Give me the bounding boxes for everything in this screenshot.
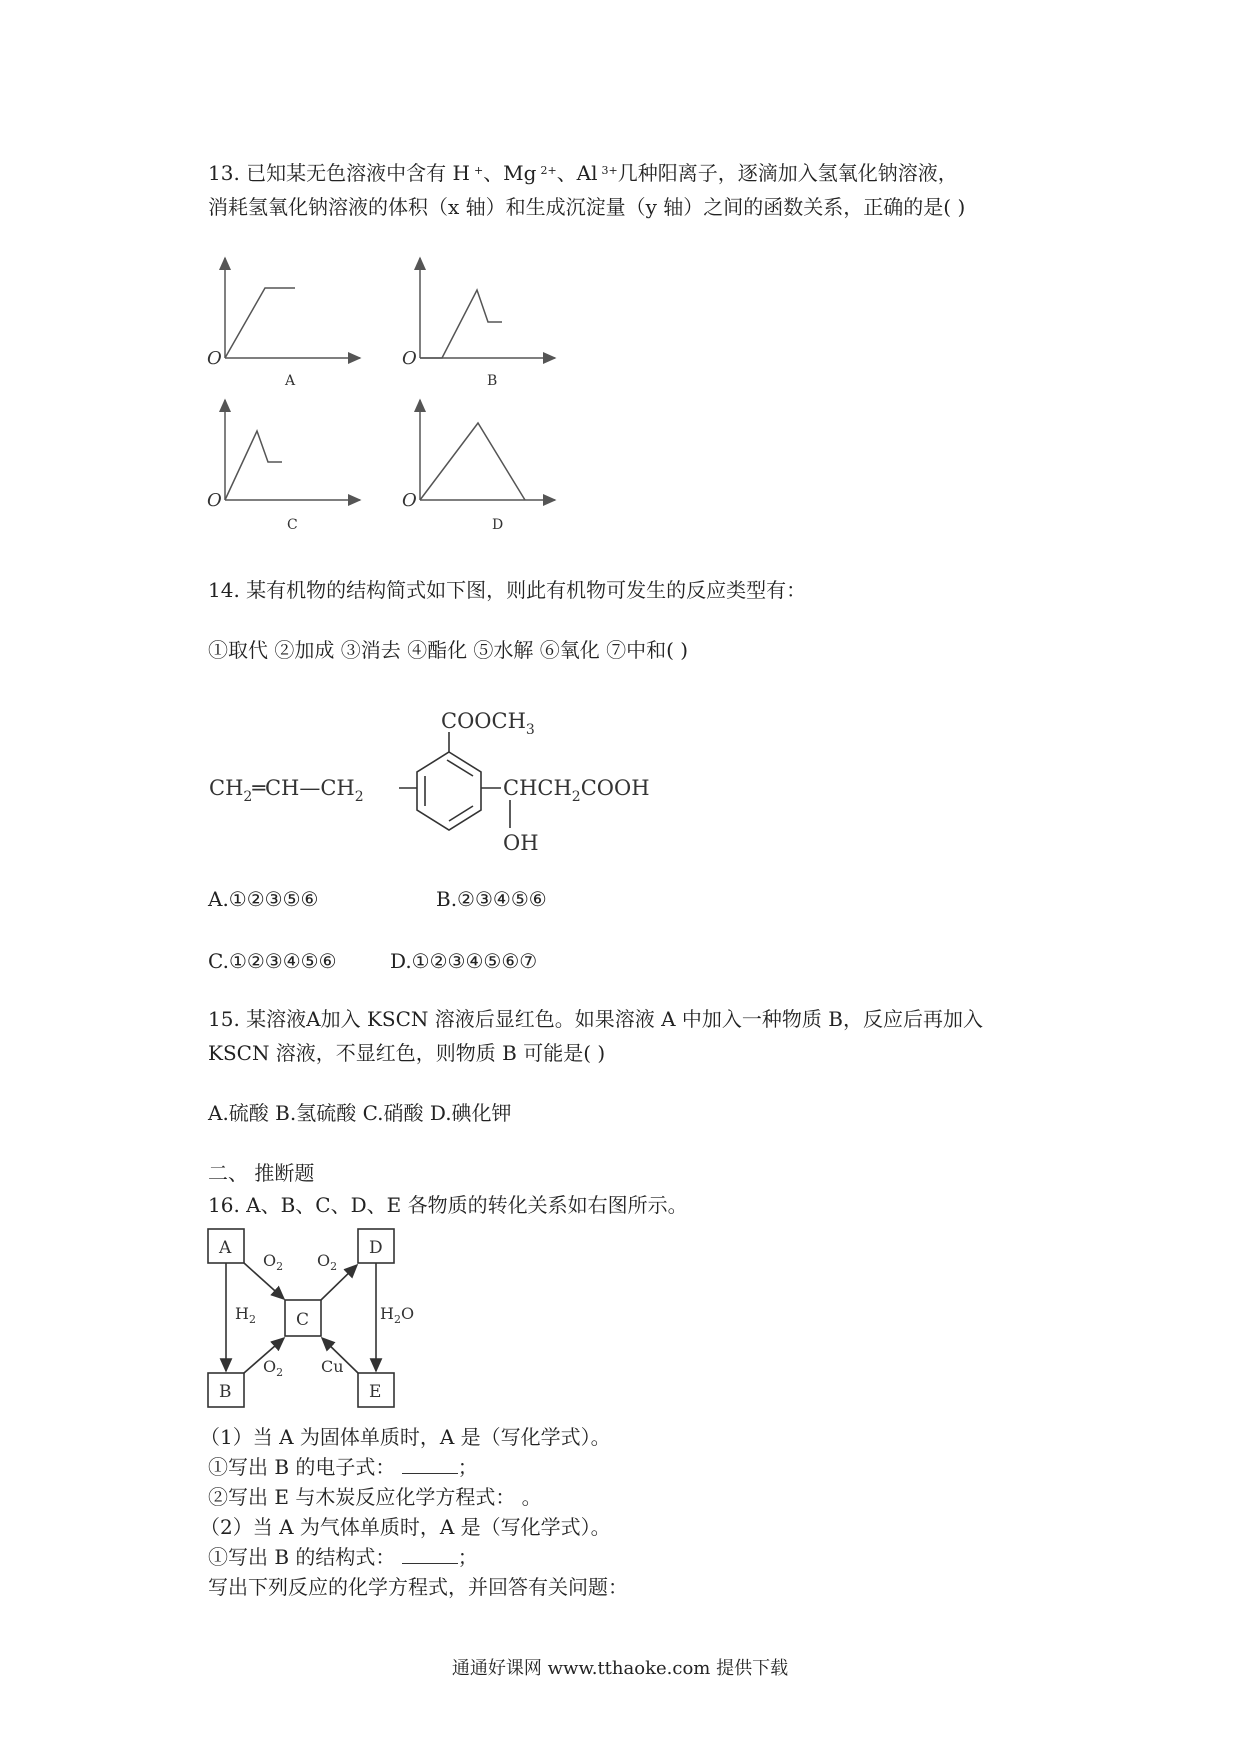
q16-part3: 写出下列反应的化学方程式，并回答有关问题： <box>208 1575 628 1599</box>
q16-part1: （1）当 A 为固体单质时，A 是（写化学式）。 <box>200 1425 611 1449</box>
section-heading: 二、 推断题 <box>208 1161 315 1185</box>
q14-option-b: B.②③④⑤⑥ <box>436 887 547 911</box>
q16-part2: （2）当 A 为气体单质时，A 是（写化学式）。 <box>200 1515 611 1539</box>
graph-d <box>402 400 555 533</box>
substituent-side-chain: $CHCH_2COOH$ <box>503 776 650 805</box>
graph-c <box>207 400 360 533</box>
label-h2o: $H_2O$ <box>380 1304 415 1326</box>
answer-blank-2[interactable] <box>402 1545 458 1564</box>
q14-option-a: A.①②③⑤⑥ <box>208 887 319 911</box>
graph-d-label: D <box>492 517 504 533</box>
graph-d-origin: O <box>402 490 417 511</box>
label-o2-b-c: $O_2$ <box>263 1357 284 1379</box>
label-e: E <box>369 1382 382 1402</box>
graph-c-curve <box>225 431 282 500</box>
answer-blank-1[interactable] <box>402 1455 458 1474</box>
graph-c-origin: O <box>207 490 222 511</box>
q13-line2: 消耗氢氧化钠溶液的体积（x 轴）和生成沉淀量（y 轴）之间的函数关系，正确的是( ) <box>208 195 966 219</box>
label-b: B <box>219 1382 232 1402</box>
graph-a-origin: O <box>207 348 222 369</box>
arrow-c-to-d <box>321 1265 357 1300</box>
q16-stem: 16. A、B、C、D、E 各物质的转化关系如右图所示。 <box>208 1193 688 1217</box>
q15-options: A.硫酸 B.氢硫酸 C.硝酸 D.碘化钾 <box>208 1101 512 1125</box>
label-c: C <box>296 1310 310 1330</box>
substituent-oh: OH <box>503 831 539 855</box>
graph-a-curve <box>225 288 295 358</box>
label-h2: $H_2$ <box>235 1304 256 1326</box>
graph-b <box>402 258 555 389</box>
conversion-diagram <box>205 1226 445 1412</box>
label-d: D <box>369 1238 383 1258</box>
q14-stem: 14. 某有机物的结构简式如下图，则此有机物可发生的反应类型有： <box>208 578 807 602</box>
substituent-allyl: $CH_2═CH—CH_2$ <box>209 776 364 805</box>
graph-a-label: A <box>285 373 296 389</box>
benzene-ring <box>399 732 510 830</box>
graph-a <box>207 258 360 389</box>
graph-c-label: C <box>287 517 298 533</box>
q16-part2-item1: ①写出 B 的结构式： ； <box>208 1545 478 1569</box>
graph-b-curve <box>420 290 502 358</box>
q15-line1: 15. 某溶液A加入 KSCN 溶液后显红色。如果溶液 A 中加入一种物质 B，反应后再加入 <box>208 1007 983 1031</box>
q13-graphs <box>180 250 580 540</box>
q16-part1-item2: ②写出 E 与木炭反应化学方程式： 。 <box>208 1485 542 1509</box>
structural-formula <box>205 700 685 860</box>
q13-line1: 13. 已知某无色溶液中含有 H +、Mg $^{2+}$、Al $^{3+}$几种阳离子，逐滴加入氢氧化钠溶液， <box>208 161 958 185</box>
graph-b-origin: O <box>402 348 417 369</box>
label-cu: Cu <box>321 1357 344 1376</box>
q15-line2: KSCN 溶液，不显红色，则物质 B 可能是( ) <box>208 1041 606 1065</box>
q16-part1-item1: ①写出 B 的电子式： ； <box>208 1455 478 1479</box>
q14-option-d: D.①②③④⑤⑥⑦ <box>390 949 538 973</box>
footer-watermark: 通通好课网 www.tthaoke.com 提供下载 <box>451 1658 789 1679</box>
q14-reaction-types: ①取代 ②加成 ③消去 ④酯化 ⑤水解 ⑥氧化 ⑦中和( ) <box>208 638 689 662</box>
q14-option-c: C.①②③④⑤⑥ <box>208 949 337 973</box>
graph-d-curve <box>420 423 525 500</box>
substituent-cooch3: $COOCH_3$ <box>441 709 535 738</box>
graph-b-label: B <box>487 373 498 389</box>
label-o2-a-c: $O_2$ <box>263 1251 284 1273</box>
label-a: A <box>219 1238 232 1258</box>
label-o2-c-d: $O_2$ <box>317 1251 338 1273</box>
